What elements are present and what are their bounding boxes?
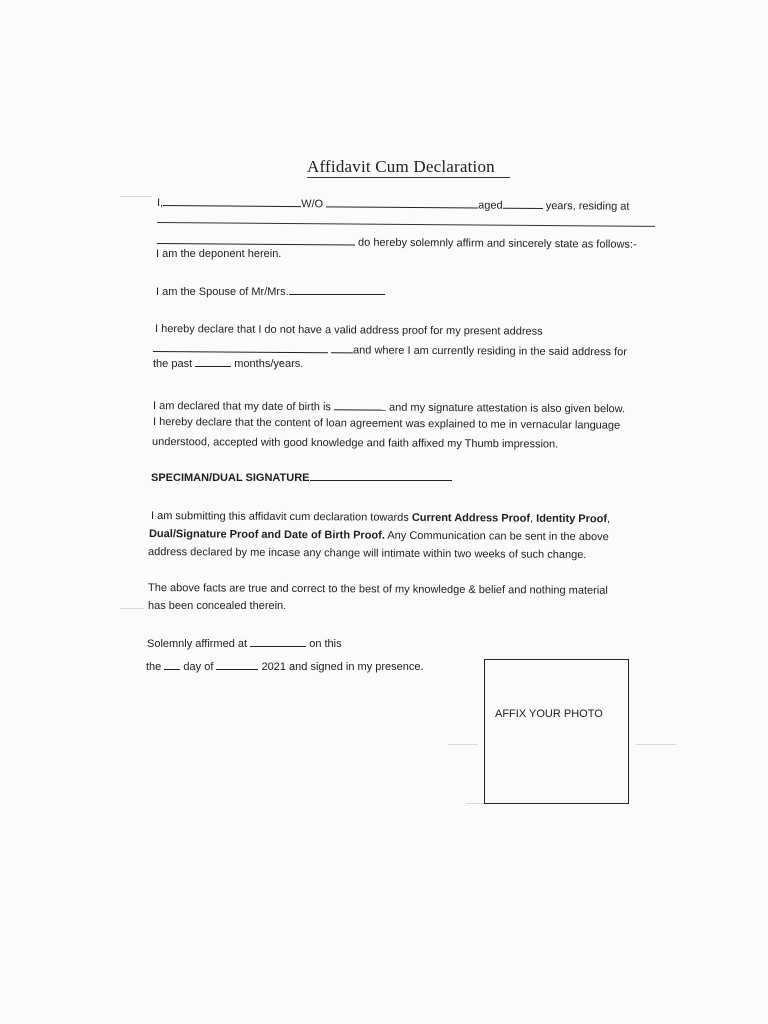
address-declaration-2-text: and where I am currently residing in the said address for	[353, 344, 628, 359]
past-label: the past	[153, 358, 193, 370]
intro-line-1	[157, 195, 630, 214]
spouse-blank[interactable]	[289, 284, 385, 295]
address-declaration-1: I hereby declare that I do not have a valid address proof for my present address	[154, 323, 543, 338]
the-label: the	[146, 661, 162, 673]
place-blank[interactable]	[250, 636, 306, 647]
scan-artifact	[120, 196, 152, 197]
submission-text-b: Any Communication can be sent in the above	[387, 529, 609, 544]
dob-suffix: and my signature attestation is also given below.	[388, 401, 626, 416]
address-blank[interactable]	[157, 233, 355, 246]
day-of-label: day of	[183, 661, 214, 673]
scan-artifact	[466, 803, 486, 804]
address-declaration-3	[153, 356, 303, 371]
wo-label: W/O	[301, 198, 324, 211]
submission-line-3: address declared by me incase any change will intimate within two weeks of such change.	[147, 546, 587, 562]
spouse-name-blank[interactable]	[326, 196, 478, 208]
affirmed-label: Solemnly affirmed at	[147, 638, 248, 650]
year-label: 2021 and signed in my presence.	[261, 661, 424, 673]
dob-label: I am declared that my date of birth is	[152, 400, 331, 414]
present-address-blank[interactable]	[153, 341, 328, 353]
photo-label: AFFIX YOUR PHOTO	[495, 708, 603, 720]
spouse-statement	[156, 284, 385, 299]
duration-blank[interactable]	[195, 356, 231, 367]
title-underline	[307, 177, 510, 178]
dob-blank[interactable]	[334, 399, 386, 410]
address-rule	[157, 222, 655, 227]
facts-line-2: has been concealed therein.	[148, 600, 287, 612]
on-this-label: on this	[309, 638, 342, 650]
months-years-label: months/years.	[234, 358, 304, 370]
date-line	[146, 659, 424, 674]
day-blank[interactable]	[164, 659, 180, 670]
specimen-label: SPECIMAN/DUAL SIGNATURE	[151, 472, 310, 484]
specimen-signature	[151, 470, 452, 485]
intro-prefix: I,	[156, 197, 164, 210]
residing-label: years, residing at	[545, 200, 630, 213]
facts-line-1: The above facts are true and correct to the best of my knowledge & belief and nothing material	[147, 582, 608, 597]
submission-line-2	[149, 527, 609, 544]
loan-declaration-2: understood, accepted with good knowledge and faith affixed my Thumb impression.	[151, 436, 559, 451]
submission-text-a: I am submitting this affidavit cum declaration towards	[150, 510, 409, 524]
identity-proof: Identity Proof	[536, 512, 608, 526]
page-title: Affidavit Cum Declaration	[307, 157, 495, 176]
affirm-text: do hereby solemnly affirm and sincerely state as follows:-	[358, 236, 637, 251]
comma: ,	[529, 512, 534, 525]
dob-statement	[153, 398, 625, 416]
submission-line-1	[151, 509, 610, 526]
age-blank[interactable]	[503, 198, 543, 209]
spouse-label: I am the Spouse of Mr/Mrs.	[156, 286, 289, 298]
current-address-proof: Current Address Proof	[411, 511, 531, 525]
scan-artifact	[636, 744, 676, 745]
photo-box[interactable]	[484, 659, 629, 804]
signature-blank[interactable]	[310, 470, 452, 481]
loan-declaration-1: I hereby declare that the content of loan agreement was explained to me in vernacular language	[152, 416, 621, 432]
deponent-statement: I am the deponent herein.	[156, 248, 282, 260]
scan-artifact	[448, 744, 478, 745]
present-address-blank-2[interactable]	[331, 342, 353, 353]
affirmed-line	[147, 636, 342, 651]
month-blank[interactable]	[216, 659, 258, 670]
signature-dob-proof: Dual/Signature Proof and Date of Birth Proof.	[148, 528, 385, 542]
name-blank[interactable]	[163, 195, 301, 207]
aged-label: aged	[478, 199, 503, 212]
comma: ,	[607, 513, 611, 526]
scan-artifact	[120, 608, 144, 609]
